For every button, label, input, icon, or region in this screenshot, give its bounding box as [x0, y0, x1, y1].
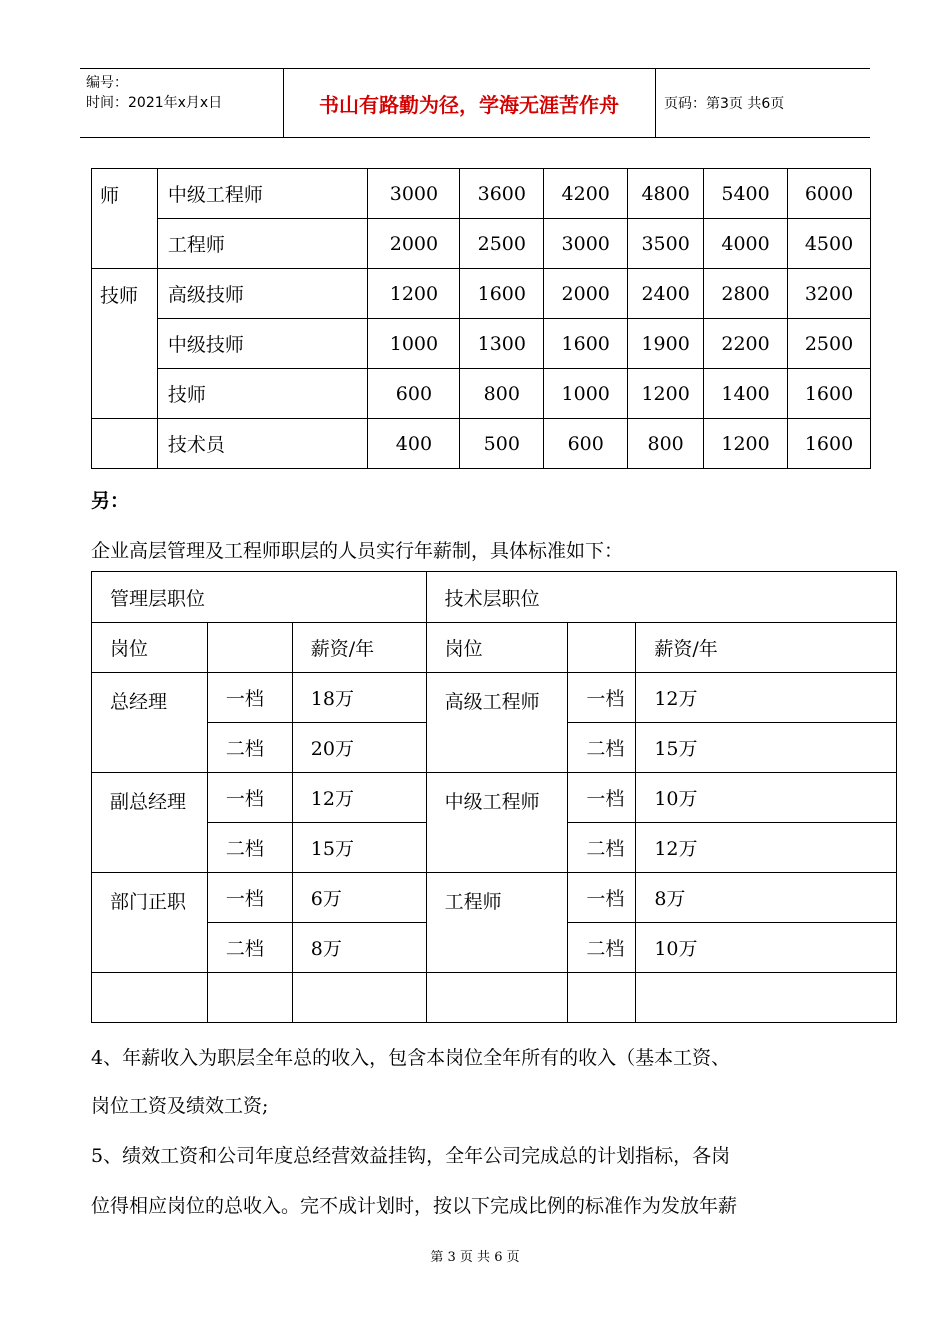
salary-cell: 1600 — [788, 419, 871, 469]
salary-cell: 4000 — [704, 219, 788, 269]
tier-cell: 二档 — [207, 823, 292, 873]
tier-cell: 一档 — [568, 773, 636, 823]
column-header-position: 岗位 — [92, 623, 208, 673]
salary-cell: 1300 — [460, 319, 544, 369]
tier-cell: 二档 — [568, 823, 636, 873]
title-cell: 中级工程师 — [157, 169, 368, 219]
salary-cell: 1400 — [704, 369, 788, 419]
salary-cell: 8万 — [292, 923, 426, 973]
table-row — [92, 873, 897, 923]
column-header-tier — [207, 623, 292, 673]
position-cell: 副总经理 — [92, 773, 208, 873]
salary-cell: 20万 — [292, 723, 426, 773]
salary-cell: 600 — [544, 419, 628, 469]
doc-code-label: 编号： — [86, 75, 128, 91]
table-row — [92, 419, 871, 469]
salary-cell: 1000 — [544, 369, 628, 419]
salary-cell: 12万 — [292, 773, 426, 823]
salary-cell: 15万 — [292, 823, 426, 873]
salary-cell: 1600 — [788, 369, 871, 419]
salary-cell: 3200 — [788, 269, 871, 319]
table-row — [92, 219, 871, 269]
page-footer: 第 3 页 共 6 页 — [430, 1250, 520, 1265]
tier-cell: 二档 — [568, 723, 636, 773]
category-cell: 师 — [92, 169, 158, 269]
paragraph-5-line-1: 5、绩效工资和公司年度总经营效益挂钩，全年公司完成总的计划指标，各岗 — [91, 1145, 731, 1167]
position-cell: 总经理 — [92, 673, 208, 773]
salary-cell: 12万 — [636, 823, 897, 873]
salary-cell: 5400 — [704, 169, 788, 219]
salary-cell: 2000 — [544, 269, 628, 319]
salary-cell: 400 — [368, 419, 460, 469]
table-row — [92, 572, 897, 623]
salary-cell: 1600 — [460, 269, 544, 319]
title-cell: 中级技师 — [157, 319, 368, 369]
category-cell: 技师 — [92, 269, 158, 419]
salary-cell: 18万 — [292, 673, 426, 723]
tier-cell: 一档 — [207, 673, 292, 723]
intro-paragraph: 企业高层管理及工程师职层的人员实行年薪制，具体标准如下： — [91, 540, 624, 562]
position-cell: 高级工程师 — [426, 673, 568, 773]
empty-cell — [426, 973, 568, 1023]
salary-cell: 4200 — [544, 169, 628, 219]
salary-cell: 3500 — [628, 219, 704, 269]
salary-cell: 800 — [628, 419, 704, 469]
tier-cell: 二档 — [207, 723, 292, 773]
salary-cell: 4800 — [628, 169, 704, 219]
tier-cell: 二档 — [568, 923, 636, 973]
salary-cell: 3000 — [544, 219, 628, 269]
salary-cell: 1200 — [368, 269, 460, 319]
salary-cell: 600 — [368, 369, 460, 419]
tier-cell: 一档 — [207, 773, 292, 823]
salary-cell: 2200 — [704, 319, 788, 369]
doc-time-label: 时间：2021年x月x日 — [86, 95, 223, 111]
column-header-position: 岗位 — [426, 623, 568, 673]
salary-cell: 12万 — [636, 673, 897, 723]
salary-cell: 3600 — [460, 169, 544, 219]
salary-cell: 2000 — [368, 219, 460, 269]
salary-cell: 2800 — [704, 269, 788, 319]
salary-cell: 3000 — [368, 169, 460, 219]
annual-salary-table — [91, 571, 897, 1023]
header-divider — [655, 69, 656, 137]
empty-cell — [568, 973, 636, 1023]
tier-cell: 一档 — [207, 873, 292, 923]
table-row — [92, 319, 871, 369]
column-header-salary: 薪资/年 — [636, 623, 897, 673]
table-row — [92, 369, 871, 419]
title-cell: 技术员 — [157, 419, 368, 469]
paragraph-4-line-2: 岗位工资及绩效工资; — [91, 1095, 269, 1117]
table-row — [92, 973, 897, 1023]
page-header — [80, 68, 870, 138]
salary-cell: 6000 — [788, 169, 871, 219]
paragraph-5-line-2: 位得相应岗位的总收入。完不成计划时，按以下完成比例的标准作为发放年薪 — [91, 1195, 738, 1217]
salary-cell: 4500 — [788, 219, 871, 269]
note-label: 另： — [91, 490, 130, 512]
salary-cell: 800 — [460, 369, 544, 419]
table-row — [92, 673, 897, 723]
header-meta — [86, 73, 222, 113]
salary-cell: 1200 — [704, 419, 788, 469]
position-cell: 中级工程师 — [426, 773, 568, 873]
salary-cell: 1000 — [368, 319, 460, 369]
table-row — [92, 623, 897, 673]
header-page-code: 页码：第3页 共6页 — [664, 96, 785, 112]
management-group-header: 管理层职位 — [92, 572, 427, 623]
table-row — [92, 269, 871, 319]
table-row — [92, 169, 871, 219]
monthly-salary-table — [91, 168, 871, 469]
title-cell: 高级技师 — [157, 269, 368, 319]
salary-cell: 15万 — [636, 723, 897, 773]
salary-cell: 1900 — [628, 319, 704, 369]
tier-cell: 一档 — [568, 673, 636, 723]
tier-cell: 二档 — [207, 923, 292, 973]
salary-cell: 1600 — [544, 319, 628, 369]
position-cell: 工程师 — [426, 873, 568, 973]
salary-cell: 1200 — [628, 369, 704, 419]
empty-cell — [636, 973, 897, 1023]
column-header-tier — [568, 623, 636, 673]
salary-cell: 6万 — [292, 873, 426, 923]
header-motto: 书山有路勤为径，学海无涯苦作舟 — [319, 92, 619, 117]
tier-cell: 一档 — [568, 873, 636, 923]
empty-cell — [92, 973, 208, 1023]
salary-cell: 2500 — [460, 219, 544, 269]
salary-cell: 2500 — [788, 319, 871, 369]
empty-cell — [207, 973, 292, 1023]
table-row — [92, 773, 897, 823]
empty-cell — [292, 973, 426, 1023]
salary-cell: 2400 — [628, 269, 704, 319]
salary-cell: 10万 — [636, 773, 897, 823]
title-cell: 技师 — [157, 369, 368, 419]
salary-cell: 10万 — [636, 923, 897, 973]
paragraph-4-line-1: 4、年薪收入为职层全年总的收入，包含本岗位全年所有的收入（基本工资、 — [91, 1047, 731, 1069]
position-cell: 部门正职 — [92, 873, 208, 973]
salary-cell: 8万 — [636, 873, 897, 923]
technical-group-header: 技术层职位 — [426, 572, 896, 623]
title-cell: 工程师 — [157, 219, 368, 269]
salary-cell: 500 — [460, 419, 544, 469]
category-cell — [92, 419, 158, 469]
column-header-salary: 薪资/年 — [292, 623, 426, 673]
